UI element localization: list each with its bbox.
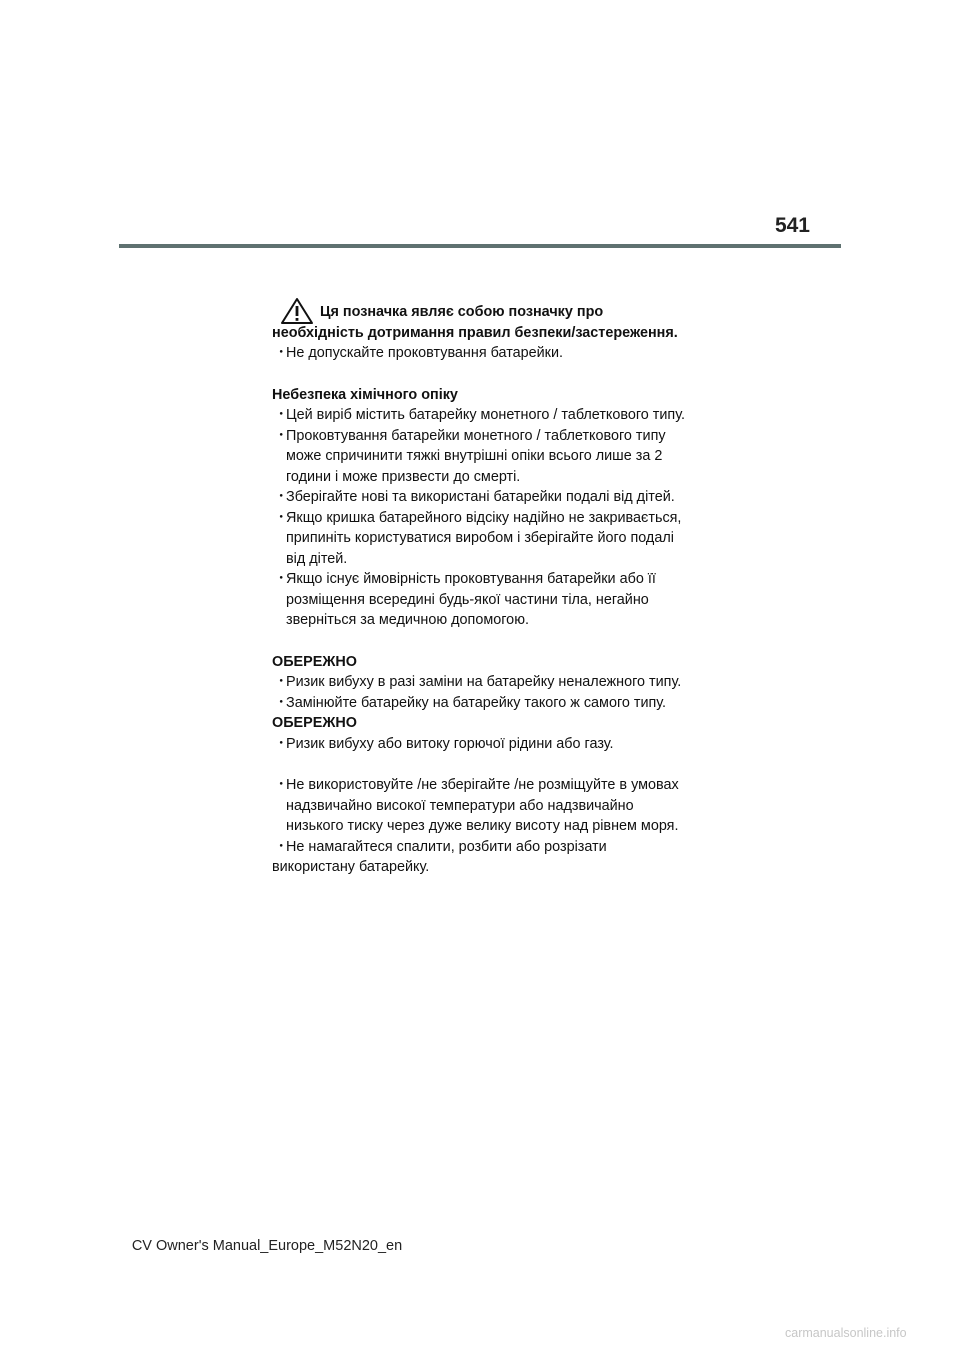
- list-item: ・ Якщо кришка батарейного відсіку надійно не закривається, припиніть користуватися виробом і зберігайте його подалі від дітей.: [274, 509, 682, 567]
- section-heading: Небезпека хімічного опіку: [272, 386, 458, 403]
- bullet: ・: [274, 345, 289, 361]
- list-item: ・ Цей виріб містить батарейку монетного / таблеткового типу.: [274, 407, 685, 423]
- safety-intro: [272, 302, 712, 343]
- watermark: carmanualsonline.info: [785, 1326, 907, 1340]
- section-caution-1: [272, 652, 712, 714]
- warning-triangle-icon: [280, 297, 314, 325]
- section-general: [272, 343, 712, 364]
- section-heading: ОБЕРЕЖНО: [272, 715, 357, 731]
- header-rule: [119, 244, 841, 248]
- intro-line-2: необхідність дотримання правил безпеки/застереження.: [272, 324, 678, 341]
- list-item: ・ Якщо існує ймовірність проковтування батарейки або її розміщення всередині будь-якої частини тіла, негайно зверніться за медичною допомогою.: [274, 571, 656, 628]
- list-item: ・ Не допускайте проковтування батарейки.: [272, 343, 712, 364]
- list-item: ・ Проковтування батарейки монетного / таблеткового типу може спричинити тяжкі внутрішні опіки всього лише за 2 години і може призвести до смерті.: [274, 427, 666, 485]
- section-chemical-burn: [272, 385, 712, 631]
- footer-text: CV Owner's Manual_Europe_M52N20_en: [131, 1238, 403, 1254]
- section-caution-2: [272, 713, 712, 754]
- list-item: ・ Ризик вибуху або витоку горючої рідини або газу.: [274, 735, 614, 752]
- list-item: ・ Не використовуйте /не зберігайте /не розміщуйте в умовах надзвичайно високої температури або надзвичайно низького тиску через дуже велику висоту над рівнем моря.: [274, 777, 679, 834]
- last-item: ・ Не намагайтеся спалити, розбити або розрізати використану батарейку.: [272, 837, 712, 878]
- page-content: [272, 302, 712, 878]
- section-heading: ОБЕРЕЖНО: [272, 653, 357, 670]
- last-item-line-1: Не намагайтеся спалити, розбити або розрізати: [286, 838, 607, 855]
- list-item: ・ Ризик вибуху в разі заміни на батарейку неналежного типу.: [274, 674, 682, 690]
- list-item: ・ Зберігайте нові та використані батарейки подалі від дітей.: [274, 489, 675, 505]
- intro-line-1: Ця позначка являє собою позначку про: [320, 304, 604, 320]
- section-storage: [272, 775, 712, 837]
- page-number: 541: [774, 214, 810, 237]
- last-item-line-2: використану батарейку.: [272, 859, 430, 875]
- list-item: ・ Замінюйте батарейку на батарейку такого ж самого типу.: [274, 694, 667, 711]
- footer: [0, 1238, 960, 1254]
